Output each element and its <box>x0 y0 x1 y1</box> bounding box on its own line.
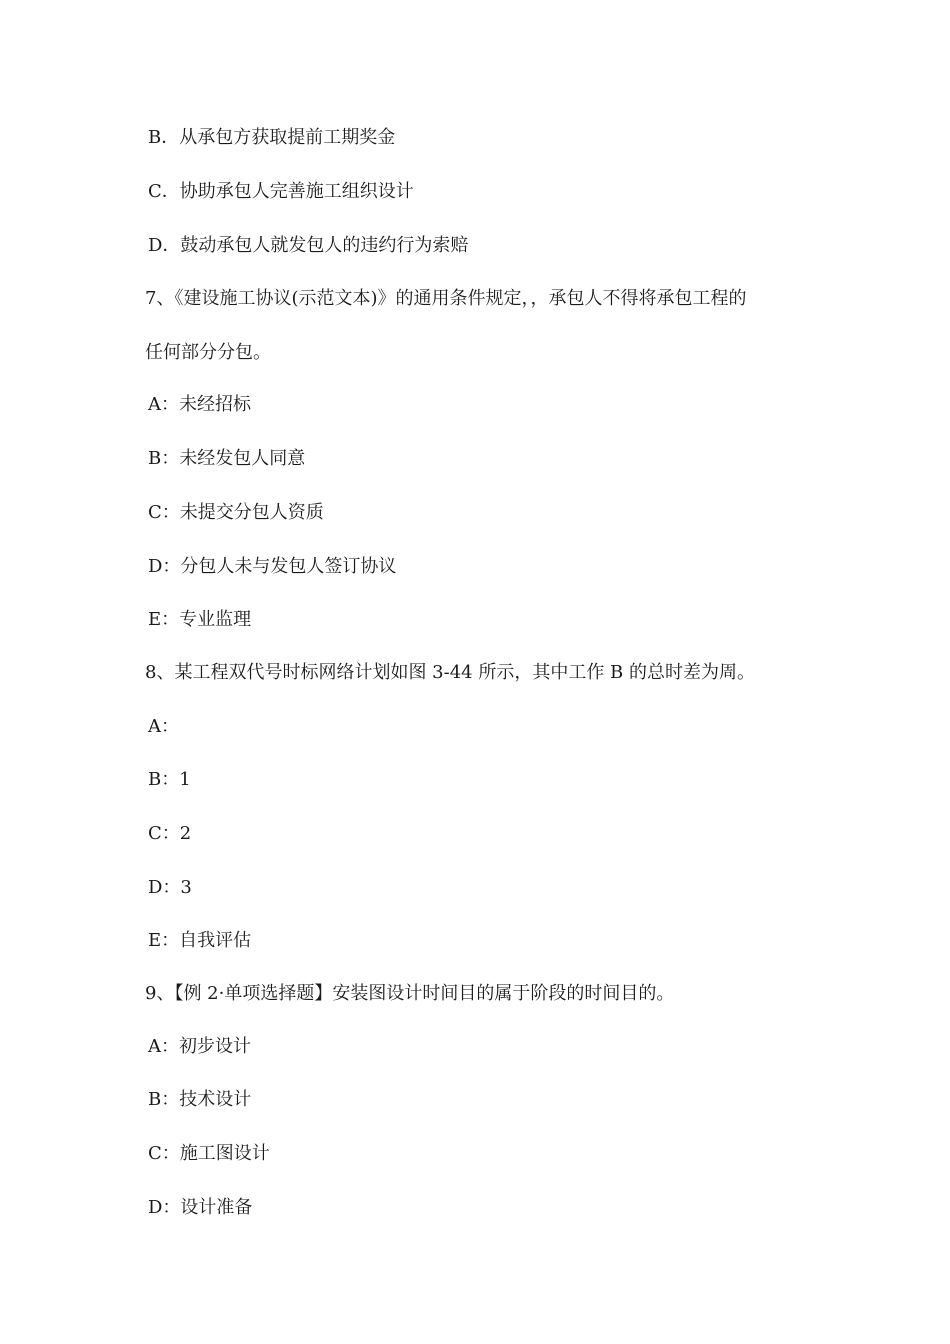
option-d-q6: D．鼓动承包人就发包人的违约行为索赔 <box>148 235 469 256</box>
option-a-q7: A：未经招标 <box>148 394 251 415</box>
option-e-q7: E：专业监理 <box>148 609 252 630</box>
option-b-q7: B：未经发包人同意 <box>148 448 306 469</box>
option-d-q8: D：3 <box>148 877 192 898</box>
question-7-text: 7、《建设施工协议(示范文本)》的通用条件规定，，承包人不得将承包工程的 <box>145 288 747 309</box>
option-c-q9: C：施工图设计 <box>148 1143 270 1164</box>
question-7-text-cont: 任何部分分包。 <box>145 342 271 363</box>
option-a-q9: A：初步设计 <box>148 1036 251 1057</box>
question-8-text: 8、某工程双代号时标网络计划如图 3-44 所示，其中工作 B 的总时差为周。 <box>145 662 756 683</box>
option-c-q8: C：2 <box>148 823 192 844</box>
option-c-q7: C：未提交分包人资质 <box>148 502 324 523</box>
option-b-q6: B．从承包方获取提前工期奖金 <box>148 127 396 148</box>
option-b-q9: B：技术设计 <box>148 1089 252 1110</box>
option-d-q7: D：分包人未与发包人签订协议 <box>148 556 397 577</box>
option-b-q8: B：1 <box>148 769 191 790</box>
option-d-q9: D：设计准备 <box>148 1197 253 1218</box>
option-e-q8: E：自我评估 <box>148 930 252 951</box>
option-a-q8: A： <box>148 716 179 737</box>
option-c-q6: C．协助承包人完善施工组织设计 <box>148 181 414 202</box>
question-9-text: 9、【例 2·单项选择题】安装图设计时间目的属于阶段的时间目的。 <box>145 983 675 1004</box>
